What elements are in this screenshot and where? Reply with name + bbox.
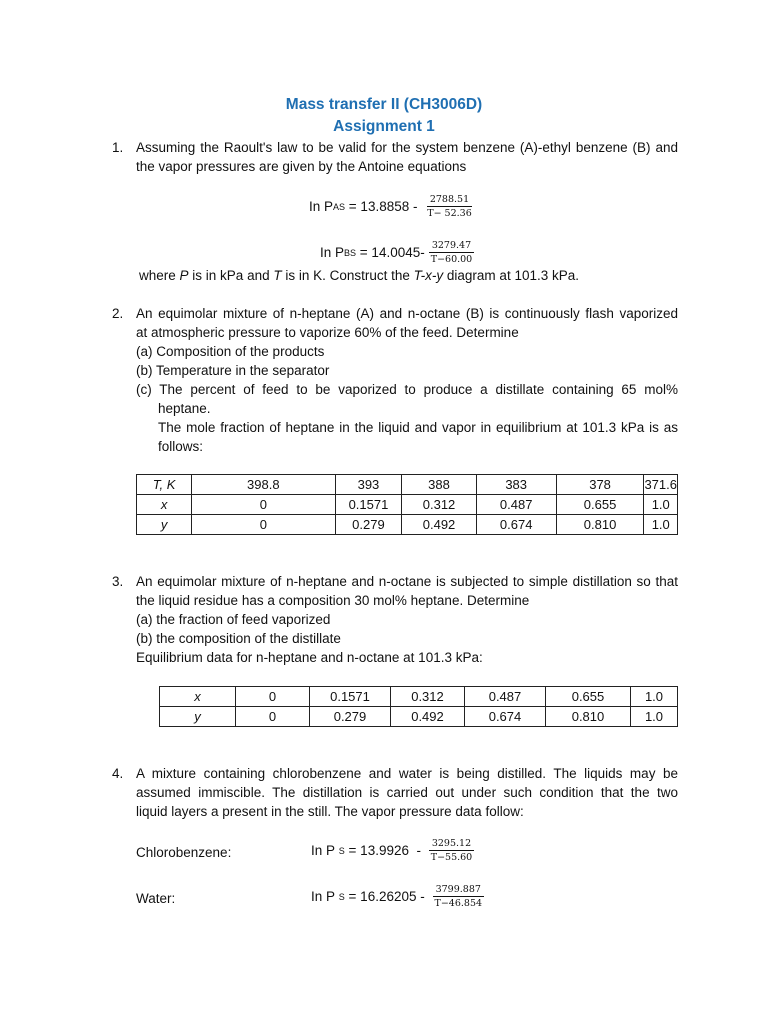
water-eq-numerator: 3799.887: [433, 884, 484, 897]
table-cell: 0.492: [402, 515, 476, 535]
table-cell: 0: [236, 707, 310, 727]
eq-b-lhs: In P: [320, 245, 345, 260]
question-3-text: [136, 572, 678, 610]
table-cell: 0: [236, 687, 310, 707]
question-3-part-b: (b) the composition of the distillate: [136, 631, 341, 646]
table-cell: 1.0: [644, 515, 678, 535]
question-3-number: 3.: [112, 574, 124, 589]
where-var-txy: T-x-y: [413, 268, 444, 283]
table-cell: 0: [192, 515, 335, 535]
question-1-line-2: the vapor pressures are given by the Antoine equations: [136, 159, 467, 174]
water-eq-denominator: T−46.854: [434, 898, 483, 909]
where-text-2: is in kPa and: [188, 268, 274, 283]
where-text-3: is in K. Construct the: [281, 268, 414, 283]
question-3-line-1: An equimolar mixture of n-heptane and n-octane is subjected to simple distillation so that: [136, 574, 678, 589]
table-cell: 0.312: [391, 687, 465, 707]
chloro-eq-fraction: [428, 838, 476, 863]
table-cell: 1.0: [631, 707, 678, 727]
water-label: Water:: [136, 891, 176, 906]
question-1-number: 1.: [112, 140, 124, 155]
antoine-equation-b: In P B S = 14.0045- $\frac{3279.47}{T-60.00}$: [320, 240, 475, 265]
eq-b-numerator: 3279.47: [429, 240, 474, 253]
table-cell: 1.0: [644, 495, 678, 515]
water-eq-lhs: In P: [311, 889, 336, 904]
antoine-equation-a: In P A S = 13.8858 - $\frac{2788.51}{T- 52.36}$: [309, 194, 475, 219]
table-row-header: x: [160, 687, 236, 707]
question-4-line-3: liquid layers a present in the still. The vapor pressure data follow:: [136, 804, 524, 819]
question-4-text: [136, 764, 678, 821]
table-row: [137, 515, 678, 535]
question-2-line-1: An equimolar mixture of n-heptane (A) and n-octane (B) is continuously flash vaporized: [136, 306, 678, 321]
equilibrium-table-q2: [136, 474, 678, 535]
table-cell: 0.1571: [310, 687, 391, 707]
eq-a-lhs: In P: [309, 199, 334, 214]
question-3-line-2: the liquid residue has a composition 30 mol% heptane. Determine: [136, 593, 530, 608]
equilibrium-table-q3: [159, 686, 678, 727]
table-cell: 0.492: [391, 707, 465, 727]
table-cell: 1.0: [631, 687, 678, 707]
question-2-note-line-1: The mole fraction of heptane in the liquid and vapor in equilibrium at 101.3 kPa is as: [158, 420, 678, 435]
table-cell: 0.279: [310, 707, 391, 727]
water-eq-rhs: = 16.26205 -: [344, 889, 429, 904]
question-2-note: [158, 418, 678, 456]
question-2-part-a: (a) Composition of the products: [136, 344, 325, 359]
eq-b-fraction: [428, 240, 476, 265]
chloro-eq-numerator: 3295.12: [429, 838, 474, 851]
table-cell: 388: [402, 475, 476, 495]
table-row-header: T, K: [137, 475, 192, 495]
question-4-number: 4.: [112, 766, 124, 781]
table-cell: 398.8: [192, 475, 335, 495]
chloro-eq-lhs: In P: [311, 843, 336, 858]
table-cell: 0.674: [476, 515, 556, 535]
question-1-text: [136, 138, 678, 176]
table-cell: 393: [335, 475, 402, 495]
table-cell: 0.810: [556, 515, 644, 535]
table-row: [137, 495, 678, 515]
table-cell: 0.810: [546, 707, 631, 727]
eq-a-rhs: = 13.8858 -: [345, 199, 422, 214]
table-cell: 383: [476, 475, 556, 495]
question-2-part-c-line: (c) The percent of feed to be vaporized to produce a distillate containing 65 mol%: [136, 382, 678, 397]
eq-a-fraction: [424, 194, 475, 219]
where-text-4: diagram at 101.3 kPa.: [443, 268, 579, 283]
question-1-where-line: [139, 266, 579, 285]
question-2-line-2: at atmospheric pressure to vaporize 60% of the feed. Determine: [136, 325, 519, 340]
document-title: Mass transfer II (CH3006D): [285, 96, 483, 113]
where-var-t: T: [273, 268, 282, 283]
chlorobenzene-equation: In P S = 13.9926 - $\frac{3295.12}{T-55.60}$: [311, 838, 475, 863]
eq-b-rhs: = 14.0045-: [356, 245, 425, 260]
table-row: [160, 687, 678, 707]
document-subtitle: Assignment 1: [333, 118, 435, 135]
eq-a-numerator: 2788.51: [427, 194, 472, 207]
question-4-line-1: A mixture containing chlorobenzene and water is being distilled. The liquids may be: [136, 766, 678, 781]
water-eq-fraction: [432, 884, 486, 909]
question-3-note: Equilibrium data for n-heptane and n-octane at 101.3 kPa:: [136, 650, 483, 665]
question-2-text: [136, 304, 678, 342]
table-cell: 0.655: [556, 495, 644, 515]
chloro-eq-rhs: = 13.9926 -: [344, 843, 425, 858]
eq-a-denominator: T− 52.36: [427, 208, 472, 219]
chlorobenzene-label: Chlorobenzene:: [136, 845, 232, 860]
table-row-header: x: [137, 495, 192, 515]
question-4-line-2: assumed immiscible. The distillation is carried out under such condition that the two: [136, 785, 678, 800]
question-1-line-1: Assuming the Raoult's law to be valid for the system benzene (A)-ethyl benzene (B) and: [136, 140, 678, 155]
question-3-part-a: (a) the fraction of feed vaporized: [136, 612, 331, 627]
table-cell: 0.487: [465, 687, 546, 707]
where-var-p: P: [179, 268, 189, 283]
table-row: [137, 475, 678, 495]
question-2-part-c-cont: heptane.: [158, 401, 211, 416]
where-text-1: where: [139, 268, 180, 283]
eq-b-denominator: T−60.00: [430, 254, 473, 265]
table-cell: 0.279: [335, 515, 402, 535]
question-2-number: 2.: [112, 306, 124, 321]
table-cell: 0.674: [465, 707, 546, 727]
water-equation: In P S = 16.26205 - $\frac{3799.887}{T-46.854}$: [311, 884, 485, 909]
question-2-part-c: [136, 380, 678, 399]
table-row-header: y: [137, 515, 192, 535]
chloro-eq-denominator: T−55.60: [430, 852, 473, 863]
table-row: [160, 707, 678, 727]
table-cell: 0.655: [546, 687, 631, 707]
table-cell: 0: [192, 495, 335, 515]
table-cell: 371.6: [644, 475, 678, 495]
table-cell: 0.312: [402, 495, 476, 515]
table-cell: 0.1571: [335, 495, 402, 515]
table-row-header: y: [160, 707, 236, 727]
table-cell: 378: [556, 475, 644, 495]
table-cell: 0.487: [476, 495, 556, 515]
question-2-part-b: (b) Temperature in the separator: [136, 363, 330, 378]
question-2-note-line-2: follows:: [158, 439, 204, 454]
